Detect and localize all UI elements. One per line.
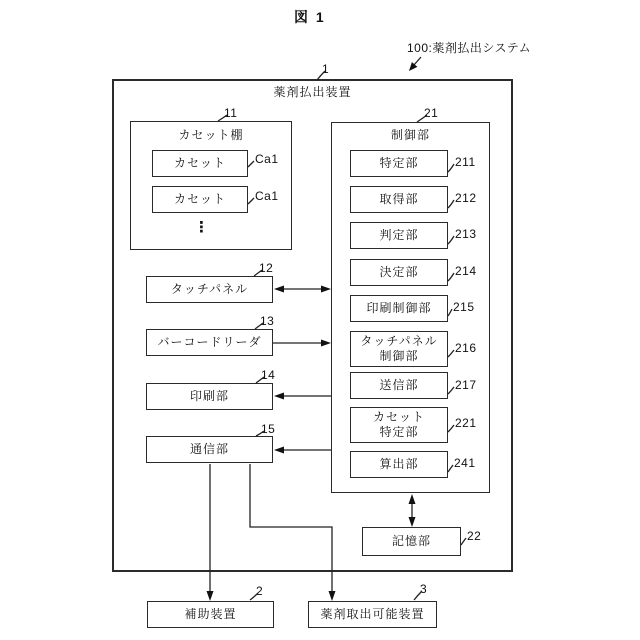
ref-communication-unit: 15 (261, 422, 276, 436)
communication-unit-box: 通信部 (146, 436, 273, 463)
system-label-arrow (409, 57, 421, 71)
touch-panel-control-unit-box: タッチパネル 制御部 (350, 331, 448, 367)
control-unit-title: 制御部 (390, 128, 430, 142)
ref-drug-retrievable-device: 3 (420, 582, 428, 596)
ref-storage-unit: 22 (467, 529, 482, 543)
print-control-unit-box: 印刷制御部 (350, 295, 448, 322)
cassette-box: カセット (152, 186, 248, 213)
transmission-unit-box: 送信部 (350, 372, 448, 399)
calculation-unit-box: 算出部 (350, 451, 448, 478)
ref-auxiliary-device: 2 (256, 584, 264, 598)
cassette-box: カセット (152, 150, 248, 177)
ref-printing-unit: 14 (261, 368, 276, 382)
figure-title: 図 1 (294, 9, 326, 25)
drug-retrievable-device-box: 薬剤取出可能装置 (308, 601, 437, 628)
ref-cassette-identification-unit: 221 (455, 416, 477, 430)
ref-acquisition-unit: 212 (455, 191, 477, 205)
drug-dispensing-device-title: 薬剤払出装置 (273, 85, 352, 99)
system-reference-label: 100:薬剤払出システム (407, 41, 532, 55)
cassette-identification-unit-box: カセット 特定部 (350, 407, 448, 443)
printing-unit-box: 印刷部 (146, 383, 273, 410)
ref-control-unit: 21 (424, 106, 439, 120)
ref-touch-panel: 12 (259, 261, 274, 275)
touch-panel-box: タッチパネル (146, 276, 273, 303)
acquisition-unit-box: 取得部 (350, 186, 448, 213)
decision-unit-box: 決定部 (350, 259, 448, 286)
cassette-ellipsis: ⋮ (194, 219, 209, 236)
judgement-unit-box: 判定部 (350, 222, 448, 249)
ref-calculation-unit: 241 (454, 456, 476, 470)
ref-print-control-unit: 215 (453, 300, 475, 314)
ref-cassette-2: Ca1 (255, 189, 279, 203)
ref-decision-unit: 214 (455, 264, 477, 278)
barcode-reader-box: バーコードリーダ (146, 329, 273, 356)
ref-judgement-unit: 213 (455, 227, 477, 241)
auxiliary-device-box: 補助装置 (147, 601, 274, 628)
identification-unit-box: 特定部 (350, 150, 448, 177)
ref-identification-unit: 211 (455, 155, 476, 169)
storage-unit-box: 記憶部 (362, 527, 461, 556)
ref-cassette-1: Ca1 (255, 152, 279, 166)
cassette-shelf-title: カセット棚 (178, 128, 244, 142)
ref-transmission-unit: 217 (455, 378, 477, 392)
ref-device: 1 (322, 62, 330, 76)
ref-barcode-reader: 13 (260, 314, 275, 328)
ref-cassette-shelf: 11 (224, 106, 238, 120)
ref-touch-panel-control-unit: 216 (455, 341, 477, 355)
